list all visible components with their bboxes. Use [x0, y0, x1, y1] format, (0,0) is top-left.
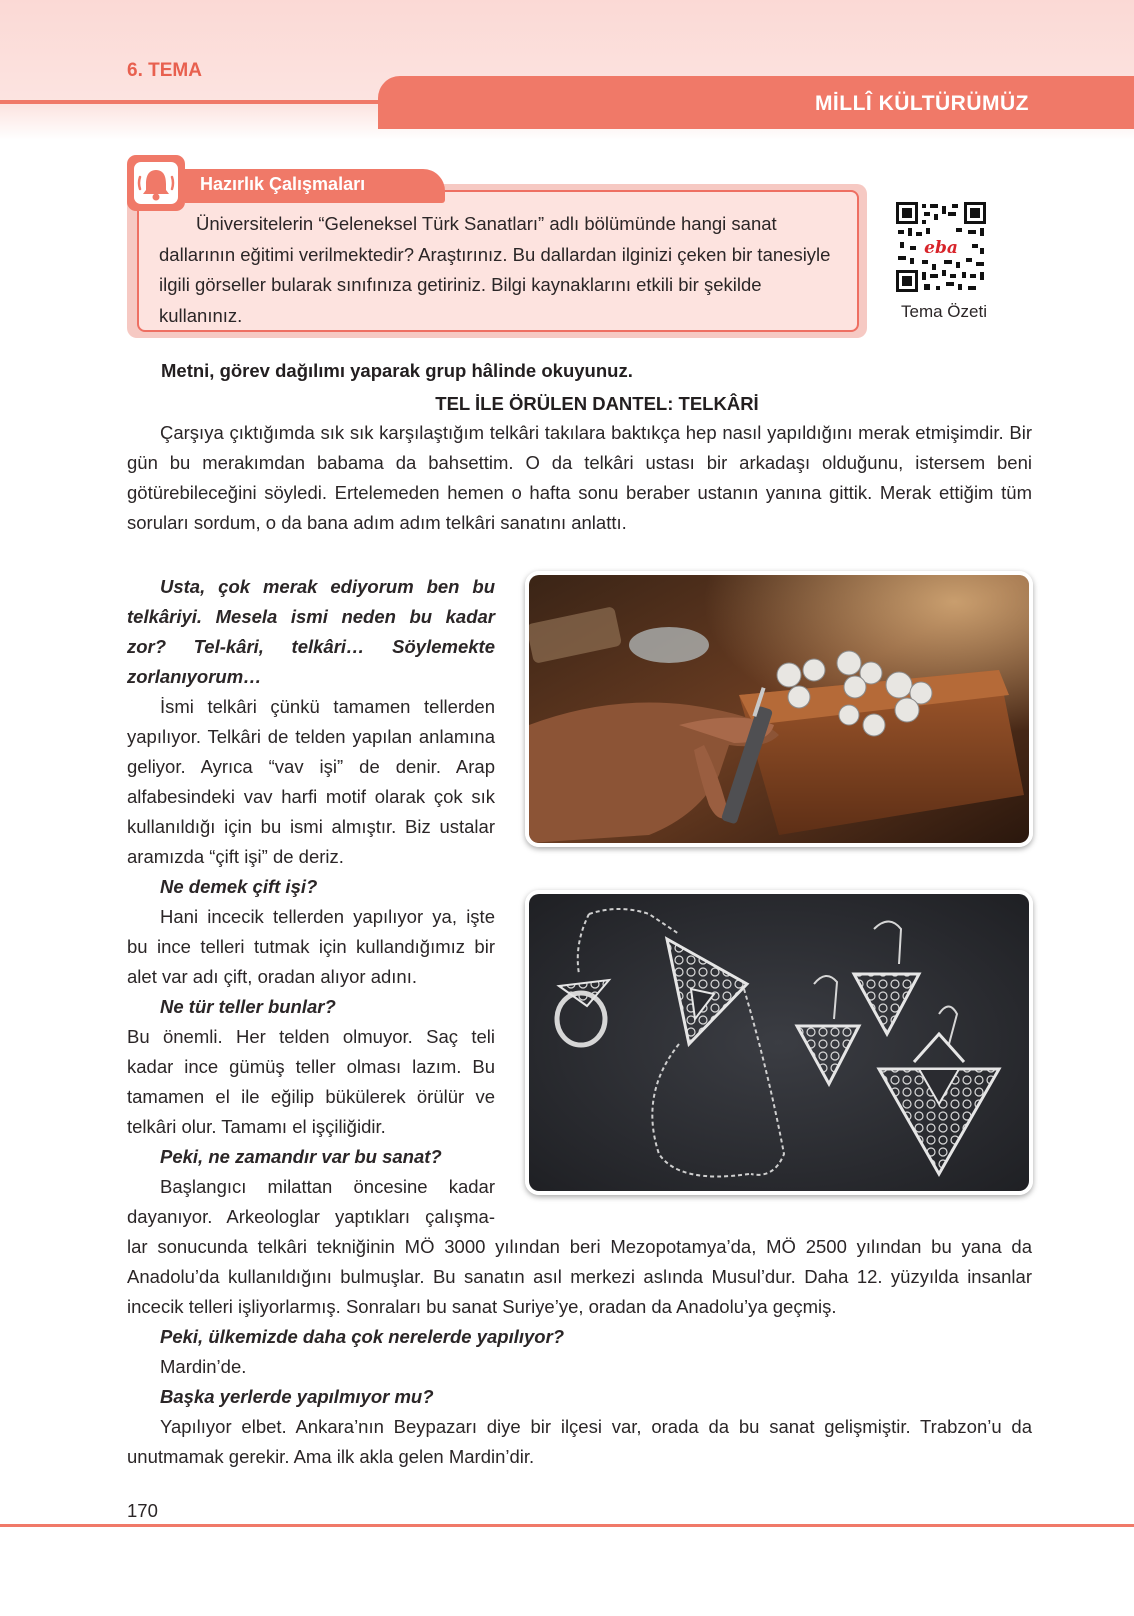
filigree-jewelry-photo [525, 890, 1033, 1195]
eba-logo: eba [924, 238, 958, 258]
prep-text: Üniversitelerin “Geleneksel Türk Sanatları” adlı bölümünde hangi sanat dallarının eğitimi verilmektedir? Araştırınız. Bu dallardan ilginizi çeken bir tanesiyle ilgili görseller bularak sınıfınıza getiriniz. Bilgi kaynaklarını etkili bir şekilde kullanınız. [159, 213, 831, 326]
dialogue-answer-1: İsmi telkâri çünkü tamamen tellerden yapılıyor. Telkâri de telden yapılan anlamına geliyor. Ayrıca “vav işi” de denir. Arap alfabesindeki vav harfi motif olarak çok sık kullanıldığı için bu ismi almıştır. Biz ustalar aramızda “çift işi” de deriz. [127, 696, 495, 867]
dialogue-answer-6: Yapılıyor elbet. Ankara’nın Beypazarı diye bir ilçesi var, orada da bu sanat gelişmiştir. Trabzon’u da unutmamak gerekir. Ama ilk akla gelen Mardin’dir. [127, 1416, 1032, 1467]
prep-tab-label: Hazırlık Çalışmaları [200, 174, 366, 194]
theme-title: MİLLÎ KÜLTÜRÜMÜZ [814, 92, 1029, 115]
theme-number: 6. TEMA [127, 60, 202, 81]
dialogue-answer-4-continued: lar sonucunda telkâri tekniğinin MÖ 3000 yılından beri Mezopotamya’da, MÖ 2500 yılından bu yana da Anadolu’da kullanıldığını bulmuşlar. Bu sanatın asıl merkezi aslında Musul’dur. Daha 12. yüzyılda insanlar incecik telleri işliyorlarmış. Sonraları bu sanat Suriye’ye, oradan da Anadolu’ya geçmiş. [127, 1236, 1032, 1317]
dialogue-question-5: Peki, ülkemizde daha çok nerelerde yapılıyor? [160, 1326, 565, 1347]
page-number: 170 [127, 1500, 158, 1521]
dialogue-question-2: Ne demek çift işi? [160, 876, 318, 897]
intro-paragraph: Çarşıya çıktığımda sık sık karşılaştığım telkâri takılara baktıkça hep nasıl yapıldığını merak etmişimdir. Bir gün bu merakımdan babama da bahsettim. O da telkâri ustası bir arkadaşı olduğunu, istersem beni götürebileceğini söyledi. Ertelemeden hemen o hafta sonu beraber ustanın yanına gittik. Merak ettiğim tüm soruları sordum, o da bana adım adım telkâri sanatını anlattı. [127, 422, 1032, 533]
dialogue-question-3: Ne tür teller bunlar? [160, 996, 336, 1017]
dialogue-answer-5: Mardin’de. [160, 1356, 247, 1377]
qr-code[interactable] [896, 202, 986, 292]
prep-tab [185, 169, 445, 203]
dialogue-question-6: Başka yerlerde yapılmıyor mu? [160, 1386, 434, 1407]
craftsman-photo [525, 571, 1033, 847]
dialogue-question-1: Usta, çok merak ediyorum ben bu telkâriyi. Mesela ismi neden bu kadar zor? Tel-kâri, telkâri… Söylemekte zorlanıyorum… [127, 576, 495, 687]
qr-caption: Tema Özeti [901, 302, 987, 321]
dialogue-answer-4-start: Başlangıcı milattan öncesine kadar dayanıyor. Arkeologlar yaptıkları çalışma- [127, 1176, 495, 1227]
story-title: TEL İLE ÖRÜLEN DANTEL: TELKÂRİ [435, 393, 759, 414]
header-divider [0, 100, 420, 104]
dialogue-answer-2: Hani incecik tellerden yapılıyor ya, işte bu ince telleri tutmak için kullandığımız bir alet var adı çift, oradan alıyor adını. [127, 906, 495, 987]
dialogue-answer-3: Bu önemli. Her telden olmuyor. Saç teli kadar ince gümüş teller olması lazım. Bu tamamen el ile eğilip bükülerek örülür ve telkâri olur. Tamamı el işçiliğidir. [127, 1026, 495, 1137]
prep-box [137, 190, 859, 332]
reading-instruction: Metni, görev dağılımı yaparak grup hâlinde okuyunuz. [161, 360, 633, 381]
alarm-bell-icon [127, 155, 185, 211]
footer-divider [0, 1524, 1134, 1527]
dialogue-question-4: Peki, ne zamandır var bu sanat? [160, 1146, 442, 1167]
